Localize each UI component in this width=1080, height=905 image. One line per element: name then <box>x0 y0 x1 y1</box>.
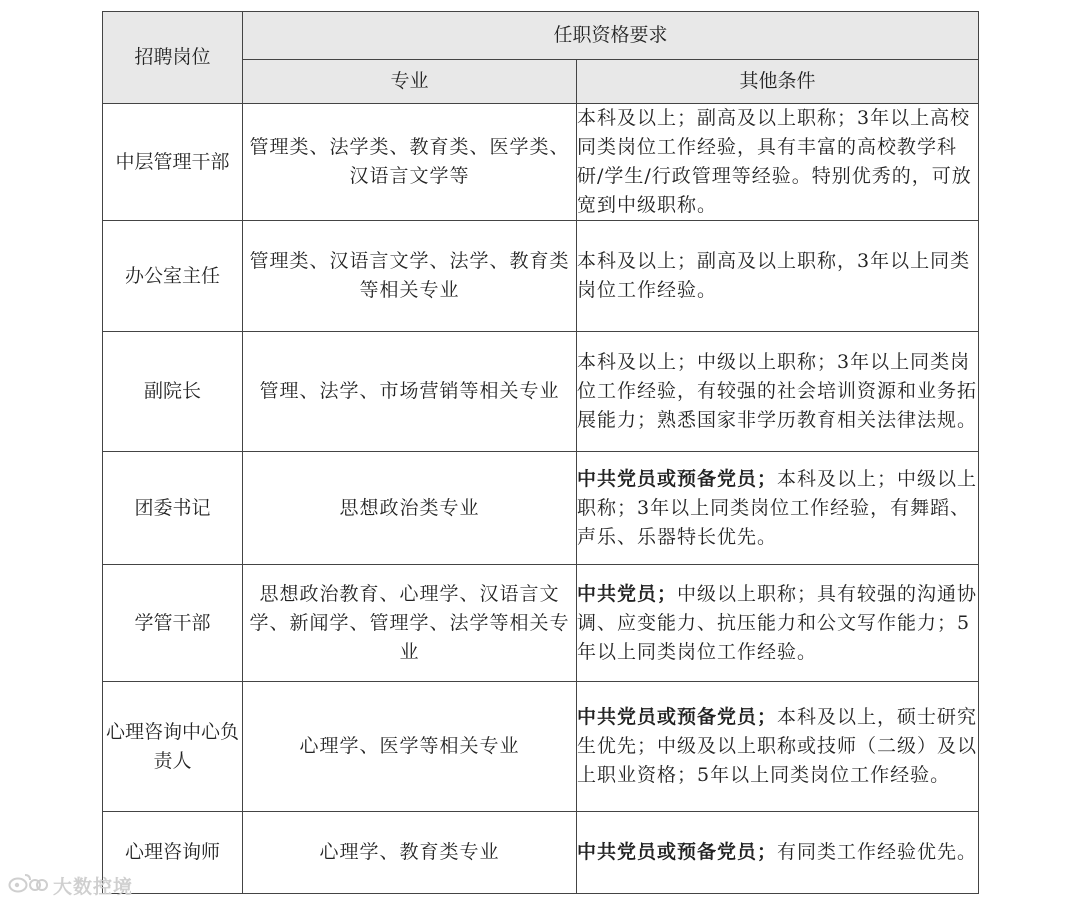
other-text: 本科及以上；副高及以上职称，3年以上同类岗位工作经验。 <box>577 250 971 301</box>
other-cell <box>577 221 979 332</box>
other-cell <box>577 812 979 894</box>
other-cell <box>577 104 979 221</box>
major-cell: 心理学、教育类专业 <box>243 812 577 894</box>
other-cell <box>577 332 979 452</box>
other-text: 本科及以上，硕士研究生优先；中级及以上职称或技师（二级）及以上职业资格；5年以上同类岗位工作经验。 <box>577 706 978 786</box>
position-cell: 中层管理干部 <box>103 104 243 221</box>
party-requirement: 中共党员； <box>577 582 678 605</box>
position-cell: 心理咨询师 <box>103 812 243 894</box>
header-position: 招聘岗位 <box>103 12 243 104</box>
party-requirement: 中共党员或预备党员； <box>577 841 778 863</box>
header-requirements: 任职资格要求 <box>243 12 979 60</box>
position-cell: 团委书记 <box>103 452 243 565</box>
table-row <box>103 812 979 894</box>
table-row <box>103 452 979 565</box>
major-cell: 管理类、法学类、教育类、医学类、汉语言文学等 <box>243 104 577 221</box>
header-major: 专业 <box>243 60 577 104</box>
party-requirement: 中共党员或预备党员； <box>577 467 778 490</box>
position-cell: 副院长 <box>103 332 243 452</box>
other-cell <box>577 565 979 682</box>
other-text: 中级以上职称；具有较强的沟通协调、应变能力、抗压能力和公文写作能力；5年以上同类岗位工作经验。 <box>577 582 978 663</box>
position-cell: 心理咨询中心负责人 <box>103 682 243 812</box>
table-row <box>103 332 979 452</box>
watermark <box>8 873 133 897</box>
position-cell: 办公室主任 <box>103 221 243 332</box>
watermark-text: 大数控境 <box>53 875 134 898</box>
major-cell: 思想政治类专业 <box>243 452 577 565</box>
other-text: 本科及以上；中级以上职称；3年以上同类岗位工作经验，有舞蹈、声乐、乐器特长优先。 <box>577 467 978 548</box>
table-row <box>103 565 979 682</box>
party-requirement: 中共党员或预备党员； <box>577 706 778 728</box>
weibo-logo-icon <box>8 872 48 899</box>
position-cell: 学管干部 <box>103 565 243 682</box>
table-row <box>103 682 979 812</box>
major-cell: 管理、法学、市场营销等相关专业 <box>243 332 577 452</box>
major-cell: 管理类、汉语言文学、法学、教育类等相关专业 <box>243 221 577 332</box>
table-row <box>103 221 979 332</box>
other-text: 本科及以上；副高及以上职称；3年以上高校同类岗位工作经验，具有丰富的高校教学科研/学生/行政管理等经验。特别优秀的，可放宽到中级职称。 <box>577 107 972 216</box>
major-cell: 思想政治教育、心理学、汉语言文学、新闻学、管理学、法学等相关专业 <box>243 565 577 682</box>
other-cell <box>577 682 979 812</box>
header-other: 其他条件 <box>577 60 979 104</box>
requirements-table <box>102 11 979 894</box>
other-text: 有同类工作经验优先。 <box>777 841 978 863</box>
table-row <box>103 104 979 221</box>
other-cell <box>577 452 979 565</box>
other-text: 本科及以上；中级以上职称；3年以上同类岗位工作经验，有较强的社会培训资源和业务拓展能力；熟悉国家非学历教育相关法律法规。 <box>577 351 978 431</box>
major-cell: 心理学、医学等相关专业 <box>243 682 577 812</box>
